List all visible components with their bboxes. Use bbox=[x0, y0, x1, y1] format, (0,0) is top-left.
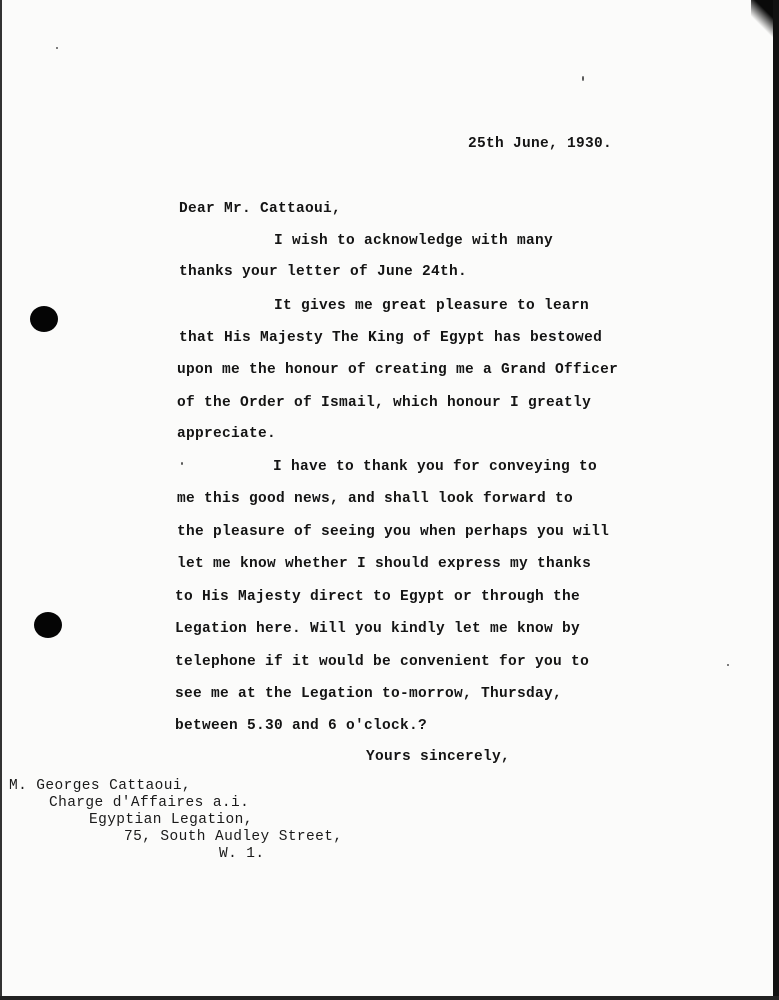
paragraph-line: the pleasure of seeing you when perhaps you will bbox=[177, 524, 610, 540]
scan-edge-left bbox=[0, 0, 2, 1000]
paragraph-line: appreciate. bbox=[177, 426, 277, 442]
paragraph-line: upon me the honour of creating me a Grand Officer bbox=[177, 362, 619, 378]
paragraph-line: I have to thank you for conveying to bbox=[273, 459, 598, 475]
paragraph-line: I wish to acknowledge with many bbox=[274, 233, 554, 249]
recipient-name: M. Georges Cattaoui, bbox=[9, 778, 192, 794]
paragraph-line: see me at the Legation to-morrow, Thursday, bbox=[175, 686, 563, 702]
paragraph-line: It gives me great pleasure to learn bbox=[274, 298, 590, 314]
paragraph-line: between 5.30 and 6 o'clock.? bbox=[175, 718, 428, 734]
scan-edge-bottom bbox=[0, 996, 779, 1000]
recipient-district: W. 1. bbox=[219, 846, 265, 862]
closing: Yours sincerely, bbox=[366, 749, 511, 765]
paragraph-line: thanks your letter of June 24th. bbox=[179, 264, 468, 280]
paragraph-line: to His Majesty direct to Egypt or through the bbox=[175, 589, 581, 605]
punch-hole-upper bbox=[30, 306, 58, 332]
paragraph-line: let me know whether I should express my thanks bbox=[177, 556, 592, 572]
scan-speck bbox=[56, 47, 58, 49]
recipient-office: Egyptian Legation, bbox=[89, 812, 253, 828]
paragraph-line: me this good news, and shall look forward to bbox=[177, 491, 574, 507]
punch-hole-lower bbox=[34, 612, 62, 638]
paragraph-line: of the Order of Ismail, which honour I greatly bbox=[177, 395, 592, 411]
paragraph-line: telephone if it would be convenient for you to bbox=[175, 654, 590, 670]
scan-speck bbox=[181, 462, 183, 465]
letter-date: 25th June, 1930. bbox=[468, 136, 613, 152]
paragraph-line: Legation here. Will you kindly let me know by bbox=[175, 621, 581, 637]
recipient-title: Charge d'Affaires a.i. bbox=[49, 795, 250, 811]
scan-speck bbox=[727, 664, 729, 666]
paragraph-line: that His Majesty The King of Egypt has bestowed bbox=[179, 330, 603, 346]
scan-speck bbox=[582, 76, 584, 81]
recipient-street: 75, South Audley Street, bbox=[124, 829, 343, 845]
salutation: Dear Mr. Cattaoui, bbox=[179, 201, 342, 217]
scan-edge-right bbox=[773, 0, 779, 1000]
